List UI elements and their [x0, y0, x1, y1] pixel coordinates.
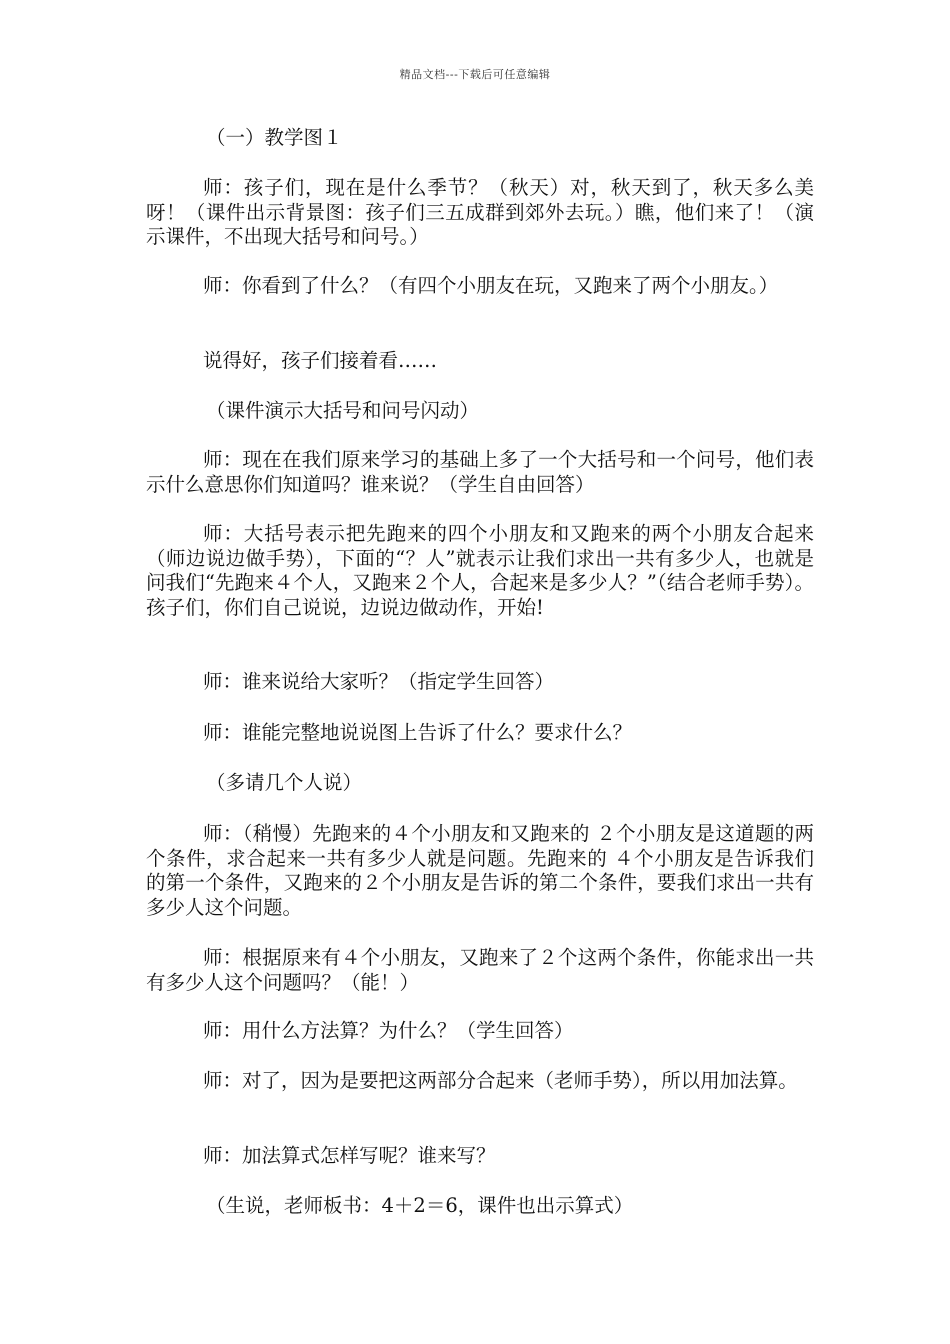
paragraph: 说得好，孩子们接着看……	[203, 349, 438, 372]
paragraph: 师：现在在我们原来学习的基础上多了一个大括号和一个问号，他们表示什么意思你们知道吗？谁来说？（学生自由回答）	[146, 448, 814, 496]
page-header: 精品文档---下载后可任意编辑	[399, 68, 551, 81]
paragraph: 师：（稍慢）先跑来的４个小朋友和又跑来的 ２个小朋友是这道题的两个条件，求合起来一共有多少人就是问题。先跑来的 ４个小朋友是告诉我们的第一个条件，又跑来的２个小朋友是告诉的第二个条件，要我们求出一共有多少人这个问题。	[146, 822, 814, 919]
paragraph: 师：对了，因为是要把这两部分合起来（老师手势），所以用加法算。	[203, 1069, 798, 1092]
paragraph: （多请几个人说）	[206, 771, 363, 794]
section-title: （一）教学图１	[206, 126, 343, 149]
paragraph: 师：你看到了什么？（有四个小朋友在玩，又跑来了两个小朋友。）	[203, 274, 779, 297]
paragraph: 师：谁能完整地说说图上告诉了什么？要求什么？	[203, 721, 633, 744]
paragraph: 师：孩子们，现在是什么季节？（秋天）对，秋天到了，秋天多么美呀！（课件出示背景图：孩子们三五成群到郊外去玩。）瞧，他们来了！（演示课件，不出现大括号和问号。）	[146, 176, 814, 248]
paragraph: 师：大括号表示把先跑来的四个小朋友和又跑来的两个小朋友合起来（师边说边做手势），下面的“？人”就表示让我们求出一共有多少人，也就是问我们“先跑来４个人，又跑来２个人，合起来是多少人？”（结合老师手势）。孩子们，你们自己说说，边说边做动作，开始!	[146, 522, 814, 619]
paragraph: （课件演示大括号和问号闪动）	[206, 399, 480, 422]
paragraph: 师：根据原来有４个小朋友，又跑来了２个这两个条件，你能求出一共有多少人这个问题吗？（能！）	[146, 946, 814, 994]
paragraph: 师：谁来说给大家听？（指定学生回答）	[203, 670, 555, 693]
paragraph: 师：用什么方法算？为什么？（学生回答）	[203, 1019, 574, 1042]
paragraph: 师：加法算式怎样写呢？谁来写？	[203, 1144, 496, 1167]
paragraph: （生说，老师板书：4＋2＝6，课件也出示算式）	[206, 1194, 634, 1217]
